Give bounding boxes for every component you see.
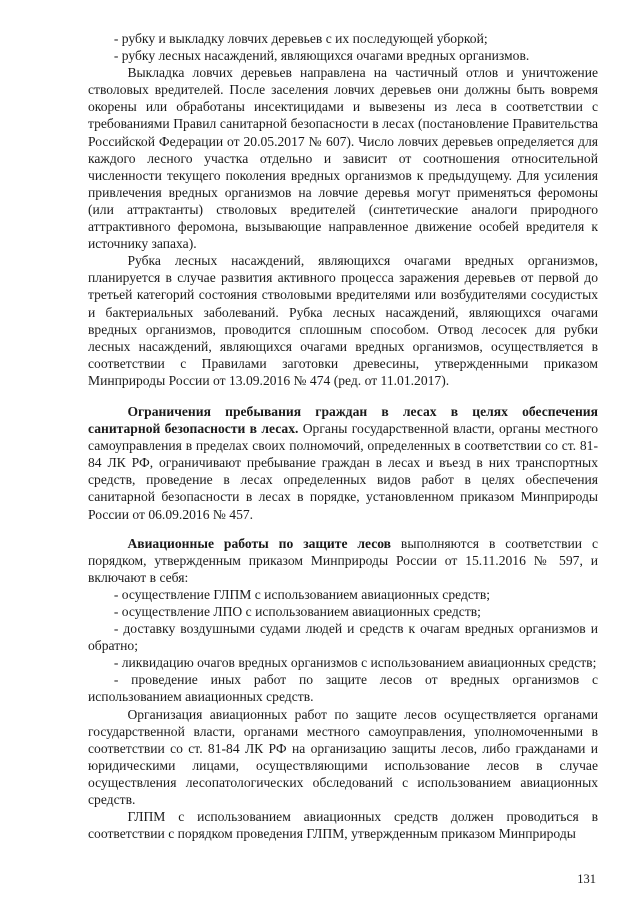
list-item: - осуществление ГЛПМ с использованием авиационных средств; (113, 586, 491, 602)
list-item: - осуществление ЛПО с использованием авиационных средств; (113, 604, 481, 619)
section-heading: Ограничения пребывания граждан в лесах в целях обеспечения санитарной безопасности в лесах. (88, 403, 598, 437)
list-item: - доставку воздушными судами людей и средств к очагам вредных организмов и обратно; (88, 621, 598, 654)
paragraph: Рубка лесных насаждений, являющихся очагами вредных организмов, планируется в случае развития активного процесса заражения деревьев от первой до третьей категорий состояния стволовыми вредителями или возбудителями сосудистых и бактериальных заболеваний. Рубка лесных насаждений, являющихся очагами вредных организмов, проводится сплошным способом. Отвод лесосек для рубки лесных насаждений, являющихся очагами вредных организмов, осуществляется в соответствии с Правилами заготовки древесины, утвержденными приказом Минприроды России от 13.09.2016 № 474 (ред. от 11.01.2017). (88, 253, 598, 388)
paragraph: Организация авиационных работ по защите лесов осуществляется органами государственной власти, органами местного самоуправления, уполномоченными в соответствии со ст. 81-84 ЛК РФ на организацию защиты лесов, либо гражданами и юридическими лицами, осуществляющими использование лесов в случае осуществления лесопатологических обследований с использованием авиационных средств. (88, 706, 598, 808)
paragraph: ГЛПМ с использованием авиационных средств должен проводиться в соответствии с порядком проведения ГЛПМ, утвержденным приказом Минприроды (88, 809, 598, 842)
list-item: - рубку лесных насаждений, являющихся очагами вредных организмов. (113, 48, 530, 64)
page-number: 131 (577, 872, 596, 886)
list-item: - рубку и выкладку ловчих деревьев с их последующей уборкой; (113, 31, 488, 46)
paragraph: Авиационные работы по защите лесов выполняются в соответствии с порядком, утвержденным приказом Минприроды России от 15.11.2016 № 597, и включают в себя: (88, 535, 598, 585)
paragraph: Выкладка ловчих деревьев направлена на частичный отлов и уничтожение стволовых вредителей. После заселения ловчих деревьев они должны быть вовремя окорены или обработаны инсектицидами и вывезены из леса в соответствии с требованиями Правил санитарной безопасности в лесах (постановление Правительства Российской Федерации от 20.05.2017 № 607). Число ловчих деревьев определяется для каждого лесного участка отдельно и зависит от соотношения относительной численности текущего поколения вредных организмов к предыдущему. Для усиления привлечения вредных организмов на ловчие деревья могут применяться феромоны (или аттрактанты) стволовых вредителей (синтетические аналоги природного аттрактивного феромона, вызывающие направленное движение особей вредителя к источнику запаха). (88, 65, 598, 252)
list-item: - проведение иных работ по защите лесов от вредных организмов с использованием авиационных средств. (88, 672, 598, 705)
paragraph: Ограничения пребывания граждан в лесах в целях обеспечения санитарной безопасности в лесах. Органы государственной власти, органы местного самоуправления в пределах своих полномочий, определенных в соответствии со ст. 81-84 ЛК РФ, ограничивают пребывание граждан в лесах и въезд в них транспортных средств, проведение в лесах определенных видов работ в целях обеспечения санитарной безопасности в лесах в порядке, установленном приказом Минприроды России от 06.09.2016 № 457. (88, 403, 599, 522)
list-item: - ликвидацию очагов вредных организмов с использованием авиационных средств; (113, 655, 597, 671)
section-heading: Авиационные работы по защите лесов (127, 535, 392, 551)
document-body (88, 30, 598, 842)
